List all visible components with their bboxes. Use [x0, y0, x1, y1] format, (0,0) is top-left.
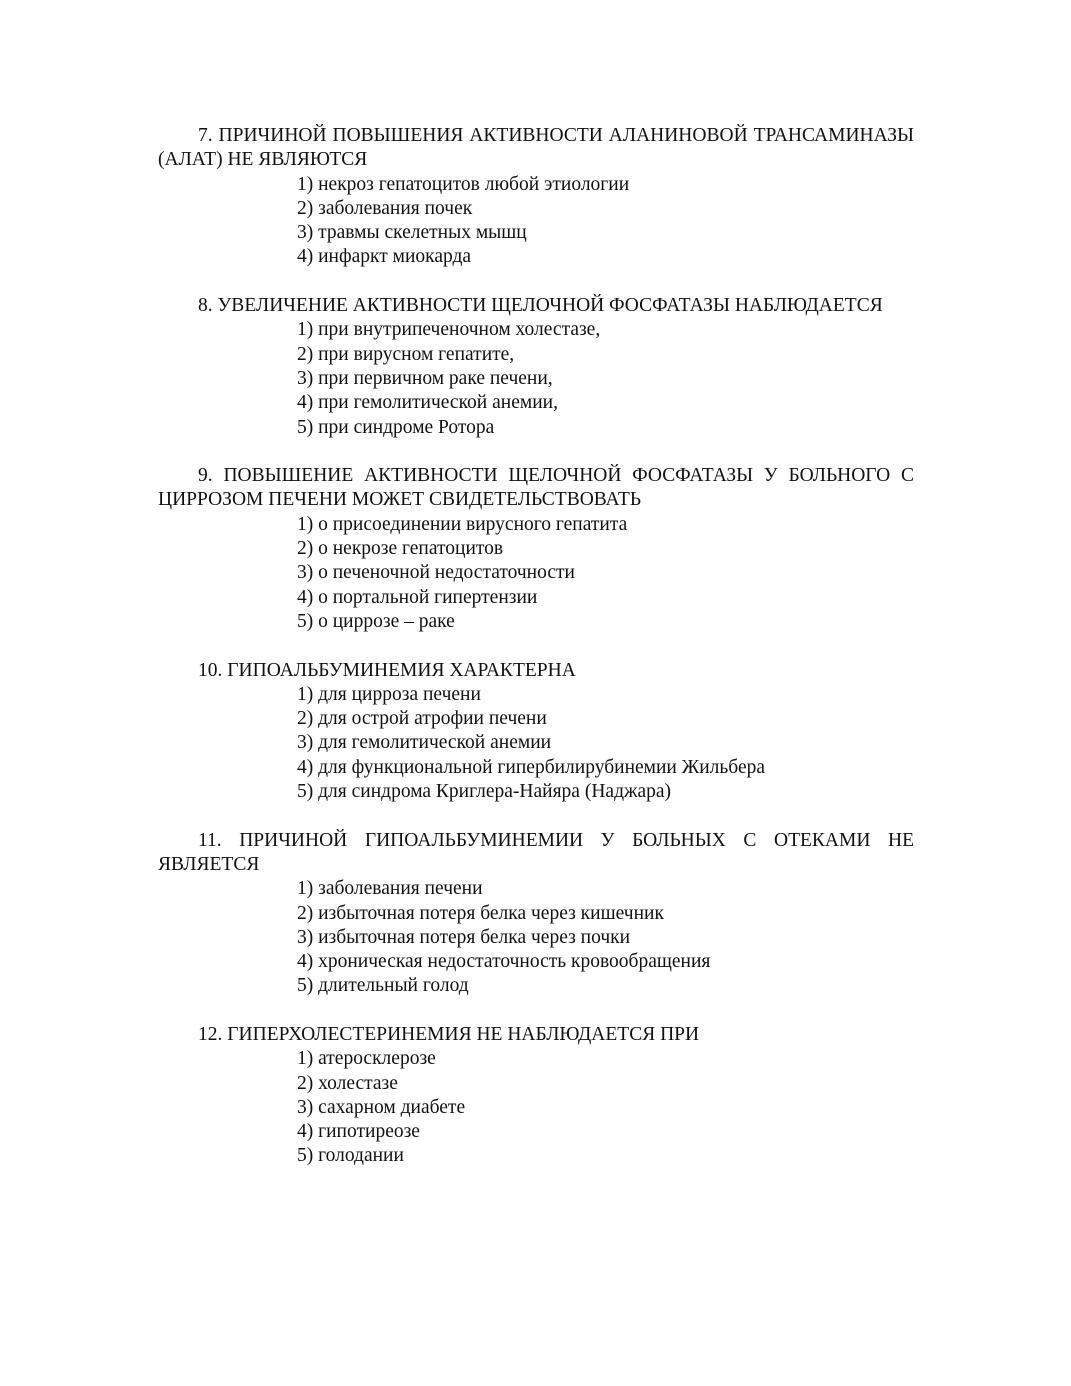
answer-option: 4) при гемолитической анемии,	[297, 392, 558, 414]
question-7	[158, 124, 914, 270]
question-10	[158, 659, 914, 805]
answer-options	[158, 513, 914, 634]
question-9	[158, 464, 914, 634]
question-title: 7. ПРИЧИНОЙ ПОВЫШЕНИЯ АКТИВНОСТИ АЛАНИНОВОЙ ТРАНСАМИНАЗЫ (АЛАТ) НЕ ЯВЛЯЮТСЯ	[158, 125, 914, 171]
answer-option: 5) длительный голод	[297, 975, 469, 997]
answer-option: 4) для функциональной гипербилирубинемии Жильбера	[297, 756, 765, 778]
answer-option: 3) о печеночной недостаточности	[297, 562, 575, 584]
answer-option: 2) для острой атрофии печени	[297, 708, 547, 730]
question-title: 8. УВЕЛИЧЕНИЕ АКТИВНОСТИ ЩЕЛОЧНОЙ ФОСФАТАЗЫ НАБЛЮДАЕТСЯ	[198, 295, 883, 317]
question-title: 9. ПОВЫШЕНИЕ АКТИВНОСТИ ЩЕЛОЧНОЙ ФОСФАТАЗЫ У БОЛЬНОГО С ЦИРРОЗОМ ПЕЧЕНИ МОЖЕТ СВИДЕТЕЛЬСТВОВАТЬ	[158, 465, 914, 511]
answer-option: 3) при первичном раке печени,	[297, 367, 553, 389]
answer-option: 3) избыточная потеря белка через почки	[297, 926, 631, 948]
answer-option: 4) хроническая недостаточность кровообращения	[297, 951, 711, 973]
answer-option: 1) атеросклерозе	[297, 1048, 436, 1070]
question-11	[158, 829, 914, 999]
answer-options	[158, 173, 914, 270]
answer-option: 5) для синдрома Криглера-Найяра (Наджара)	[297, 781, 672, 803]
answer-options	[158, 318, 914, 439]
answer-option: 1) о присоединении вирусного гепатита	[297, 513, 628, 535]
answer-option: 4) гипотиреозе	[297, 1121, 420, 1143]
answer-option: 2) избыточная потеря белка через кишечник	[297, 902, 664, 924]
answer-option: 2) заболевания почек	[297, 197, 473, 219]
answer-option: 5) при синдроме Ротора	[297, 416, 495, 438]
answer-option: 2) холестазе	[297, 1072, 398, 1094]
answer-option: 3) травмы скелетных мышц	[297, 222, 527, 244]
answer-option: 1) при внутрипеченочном холестазе,	[297, 319, 601, 341]
answer-option: 4) инфаркт миокарда	[297, 246, 472, 268]
answer-option: 4) о портальной гипертензии	[297, 586, 538, 608]
answer-option: 2) при вирусном гепатите,	[297, 343, 515, 365]
question-title: 10. ГИПОАЛЬБУМИНЕМИЯ ХАРАКТЕРНА	[198, 659, 576, 681]
answer-option: 3) сахарном диабете	[297, 1096, 466, 1118]
answer-option: 5) о циррозе – раке	[297, 610, 455, 632]
answer-option: 3) для гемолитической анемии	[297, 732, 552, 754]
answer-options	[158, 1047, 914, 1168]
question-12	[158, 1023, 914, 1169]
answer-options	[158, 683, 914, 804]
question-title: 11. ПРИЧИНОЙ ГИПОАЛЬБУМИНЕМИИ У БОЛЬНЫХ С ОТЕКАМИ НЕ ЯВЛЯЕТСЯ	[158, 829, 914, 875]
answer-option: 5) голодании	[297, 1145, 404, 1167]
answer-option: 1) некроз гепатоцитов любой этиологии	[297, 173, 630, 195]
document-page	[158, 124, 914, 1169]
answer-options	[158, 877, 914, 998]
answer-option: 2) о некрозе гепатоцитов	[297, 538, 504, 560]
question-8	[158, 294, 914, 440]
question-title: 12. ГИПЕРХОЛЕСТЕРИНЕМИЯ НЕ НАБЛЮДАЕТСЯ ПРИ	[198, 1023, 700, 1045]
answer-option: 1) для цирроза печени	[297, 683, 481, 705]
answer-option: 1) заболевания печени	[297, 878, 483, 900]
